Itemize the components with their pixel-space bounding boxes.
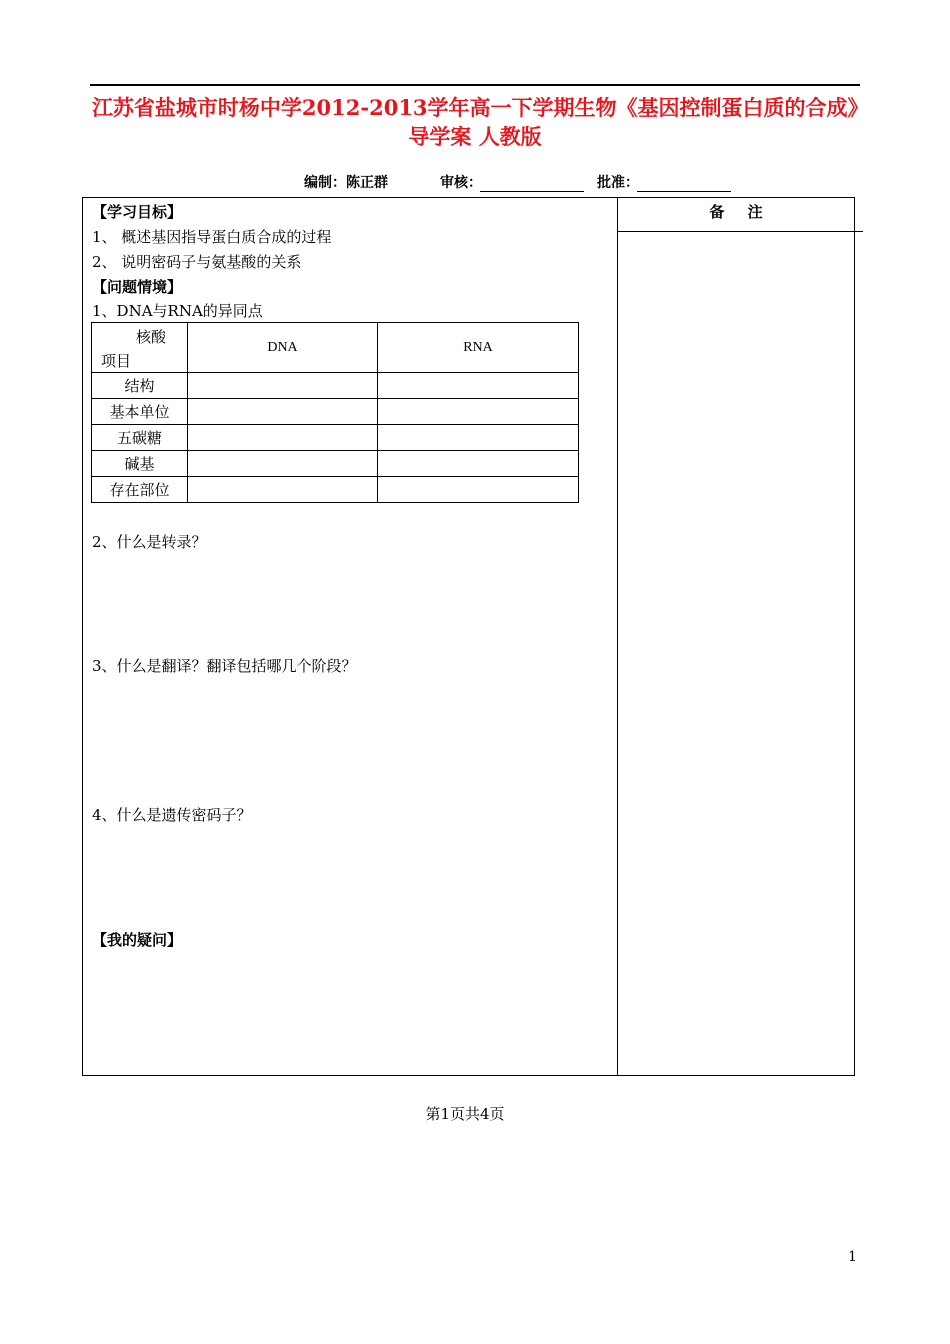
- cell-blank: [378, 425, 579, 451]
- page-footer: 第1页共4页: [425, 1105, 505, 1123]
- approver-credit: 批准：: [597, 175, 639, 191]
- cell-blank: [188, 373, 378, 399]
- notes-header: 备 注: [709, 203, 763, 221]
- table-row: [92, 477, 579, 503]
- cell-blank: [188, 451, 378, 477]
- cell-blank: [378, 399, 579, 425]
- notes-column-divider: [617, 197, 618, 1075]
- question-3: 3、什么是翻译？翻译包括哪几个阶段？: [92, 657, 357, 675]
- row-label-structure: 结构: [92, 373, 188, 399]
- cell-blank: [188, 425, 378, 451]
- table-corner-header: [92, 323, 188, 373]
- header-item: 项目: [101, 352, 132, 370]
- question-2: 2、什么是转录？: [92, 533, 207, 551]
- row-label-pentose: 五碳糖: [92, 425, 188, 451]
- question-1: 1、DNA与RNA的异同点: [92, 302, 263, 320]
- row-label-base: 碱基: [92, 451, 188, 477]
- row-label-basic-unit: 基本单位: [92, 399, 188, 425]
- row-label-location: 存在部位: [92, 477, 188, 503]
- document-title: 江苏省盐城市时杨中学2012-2013学年高一下学期生物《基因控制蛋白质的合成》导学案 人教版: [91, 95, 859, 149]
- reviewer-credit: 审核：: [440, 175, 482, 191]
- objectives-heading: 【学习目标】: [92, 203, 183, 221]
- editor-credit: 编制：陈正群: [304, 175, 388, 191]
- page-number: 1: [848, 1249, 857, 1265]
- cell-blank: [188, 477, 378, 503]
- objective-item-2: 2、 说明密码子与氨基酸的关系: [92, 253, 302, 271]
- cell-blank: [188, 399, 378, 425]
- cell-blank: [378, 477, 579, 503]
- column-header-dna: DNA: [188, 323, 378, 373]
- cell-blank: [378, 373, 579, 399]
- table-row: [92, 373, 579, 399]
- reviewer-blank: [480, 191, 584, 192]
- objective-item-1: 1、 概述基因指导蛋白质合成的过程: [92, 228, 332, 246]
- table-row: [92, 399, 579, 425]
- top-rule: [90, 84, 860, 86]
- scenario-heading: 【问题情境】: [92, 278, 183, 296]
- my-questions-heading: 【我的疑问】: [92, 931, 183, 949]
- table-row: [92, 425, 579, 451]
- table-header-row: [92, 323, 579, 373]
- table-row: [92, 451, 579, 477]
- dna-rna-comparison-table: [91, 322, 579, 503]
- notes-header-rule: [618, 231, 863, 232]
- column-header-rna: RNA: [378, 323, 579, 373]
- question-4: 4、什么是遗传密码子？: [92, 806, 252, 824]
- approver-blank: [637, 191, 731, 192]
- header-nucleic-acid: 核酸: [136, 328, 167, 346]
- cell-blank: [378, 451, 579, 477]
